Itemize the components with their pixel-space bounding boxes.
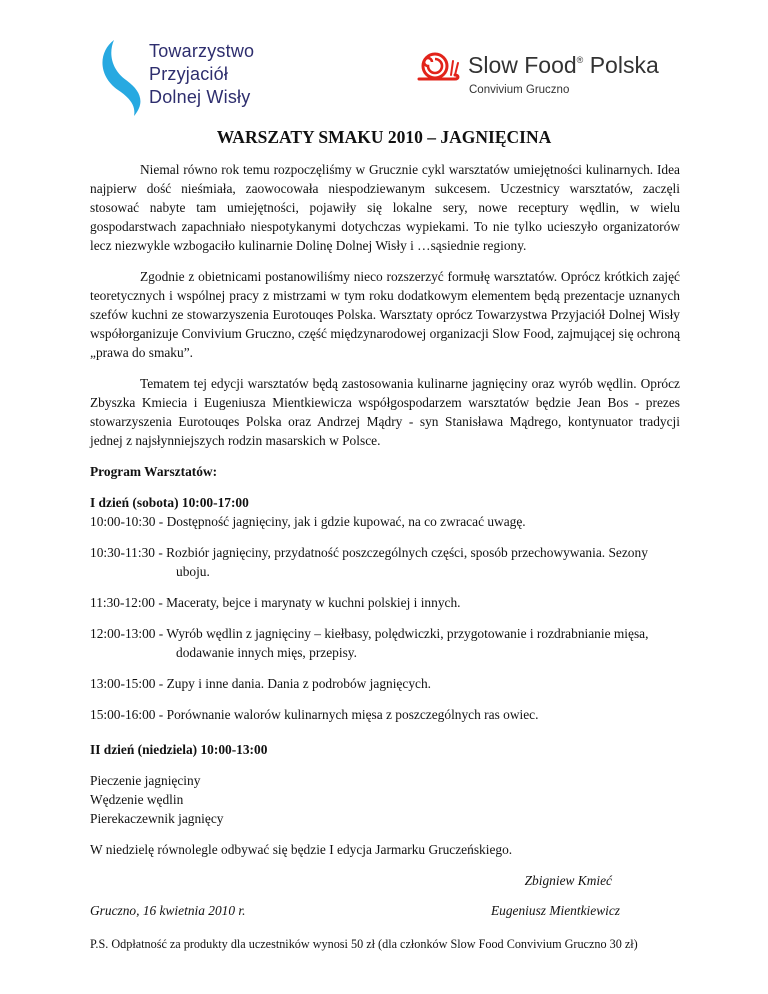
document-title: WARSZATY SMAKU 2010 – JAGNIĘCINA	[216, 127, 552, 147]
day2-item-1: Pieczenie jagnięciny	[90, 773, 201, 788]
paragraph-2: Zgodnie z obietnicami postanowiliśmy nieco rozszerzyć formułę warsztatów. Oprócz krótkich zajęć teoretycznych i wspólnej pracy z mistrzami w tym roku dodatkowym elementem będą prezentacje uznanych szefów kuchni ze stowarzyszenia Eurotouqes Polska. Warsztaty oprócz Towarzystwa Przyjaciół Dolnej Wisły współorganizuje Convivium Gruczno, część międzynarodowej organizacji Slow Food, zajmującej się ochroną „prawa do smaku”.	[90, 269, 681, 360]
program-item-1: 10:00-10:30 - Dostępność jagnięciny, jak i gdzie kupować, na co zwracać uwagę.	[90, 514, 526, 529]
program-heading: Program Warsztatów:	[90, 464, 218, 479]
paragraph-1: Niemal równo rok temu rozpoczęliśmy w Grucznie cykl warsztatów umiejętności kulinarnych. Idea najpierw dość nieśmiała, zaowocowała niespodziewanym sukcesem. Uczestnicy warsztatów, zaczęli stosować nabyte tam umiejętności, pojawiły się lokalne sery, nowe receptury wędlin, w wielu gospodarstwach zapachniało niespotykanymi dotychczas wypiekami. To nie tylko ucieszyło organizatorów lecz niezwykle wzbogaciło kulinarnie Dolinę Dolnej Wisły i …sąsiednie regiony.	[90, 162, 680, 253]
signature-kmiec: Zbigniew Kmieć	[524, 873, 612, 888]
signature-block	[90, 871, 680, 927]
tpdw-line-3: Dolnej Wisły	[149, 87, 251, 107]
day1-heading: I dzień (sobota) 10:00-17:00	[90, 495, 249, 510]
day2-heading: II dzień (niedziela) 10:00-13:00	[90, 742, 268, 757]
slow-food-logo	[413, 48, 713, 108]
document-body	[90, 160, 680, 954]
paragraph-3: Tematem tej edycji warsztatów będą zastosowania kulinarne jagnięciny oraz wyrób wędlin. Oprócz Zbyszka Kmiecia i Eugeniusza Mientkiewicza współgospodarzem warsztatów będzie Jean Bos - prezes stowarzyszenia Eurotouqes Polska oraz Andrzej Mądry - syn Stanisława Mądrego, kontynuator tradycji jednej z najsłynniejszych rodzin masarskich w Polsce.	[90, 376, 680, 448]
registered-mark: ®	[576, 55, 584, 65]
day2-item-2: Wędzenie wędlin	[90, 792, 184, 807]
tpdw-line-1: Towarzystwo	[149, 41, 255, 61]
program-item-6: 15:00-16:00 - Porównanie walorów kulinarnych mięsa z poszczególnych ras owiec.	[90, 707, 539, 722]
tpdw-logo	[96, 36, 286, 116]
signature-mientkiewicz: Eugeniusz Mientkiewicz	[490, 903, 620, 918]
convivium-label: Convivium Gruczno	[469, 84, 570, 96]
sunday-note: W niedzielę równolegle odbywać się będzie I edycja Jarmarku Gruczeńskiego.	[90, 842, 513, 857]
postscript: P.S. Odpłatność za produkty dla uczestników wynosi 50 zł (dla członków Slow Food Convivium Gruczno 30 zł)	[90, 937, 638, 951]
tpdw-line-2: Przyjaciół	[149, 64, 229, 84]
slow-food-name: Slow Food	[468, 52, 577, 78]
day2-item-3: Pierekaczewnik jagnięcy	[90, 811, 224, 826]
program-item-2: 10:30-11:30 - Rozbiór jagnięciny, przydatność poszczególnych części, sposób przechowywania. Sezony uboju.	[90, 545, 648, 579]
slow-food-title	[468, 52, 659, 79]
place-date: Gruczno, 16 kwietnia 2010 r.	[90, 903, 246, 918]
snail-icon	[413, 51, 461, 85]
program-item-5: 13:00-15:00 - Zupy i inne dania. Dania z podrobów jagnięcych.	[90, 676, 431, 691]
program-item-3: 11:30-12:00 - Maceraty, bejce i marynaty w kuchni polskiej i innych.	[90, 595, 461, 610]
slow-food-polska: Polska	[589, 52, 659, 78]
program-item-4: 12:00-13:00 - Wyrób wędlin z jagnięciny – kiełbasy, polędwiczki, przygotowanie i rozdrabnianie mięsa, dodawanie innych mięs, przepisy.	[90, 626, 649, 660]
